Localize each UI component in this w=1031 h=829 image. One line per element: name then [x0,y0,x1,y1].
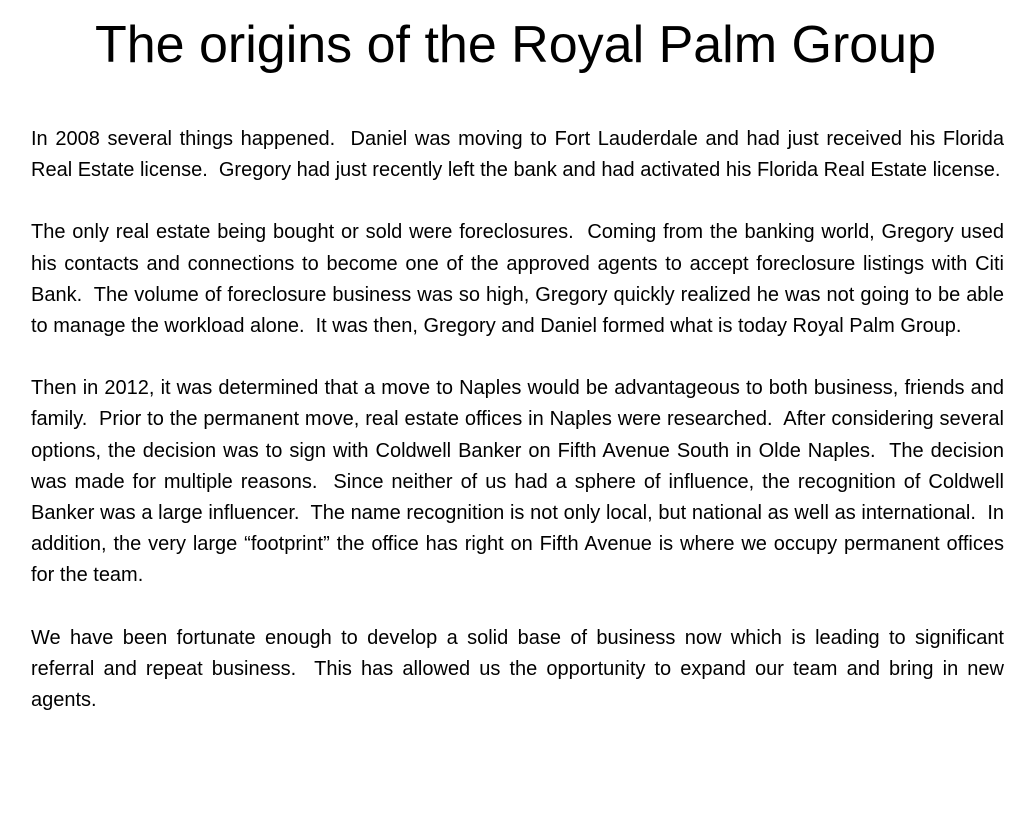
document-body [31,124,1010,716]
paragraph-foreclosures: The only real estate being bought or sold were foreclosures. Coming from the banking world, Gregory used his contacts and connections to become one of the approved agents to accept foreclosure listings with Citi Bank. The volume of foreclosure business was so high, Gregory quickly realized he was not going to be able to manage the workload alone. It was then, Gregory and Daniel formed what is today Royal Palm Group. [31,221,1010,338]
paragraph-2008-origins: In 2008 several things happened. Daniel was moving to Fort Lauderdale and had just received his Florida Real Estate license. Gregory had just recently left the bank and had activated his Florida Real Estate license. [31,128,1010,182]
paragraph-growth: We have been fortunate enough to develop a solid base of business now which is leading to significant referral and repeat business. This has allowed us the opportunity to expand our team and bring in new agents. [31,626,1010,712]
page-title: The origins of the Royal Palm Group [94,16,937,74]
paragraph-naples-move: Then in 2012, it was determined that a move to Naples would be advantageous to both business, friends and family. Prior to the permanent move, real estate offices in Naples were researched. After considering several options, the decision was to sign with Coldwell Banker on Fifth Avenue South in Olde Naples. The decision was made for multiple reasons. Since neither of us had a sphere of influence, the recognition of Coldwell Banker was a large influencer. The name recognition is not only local, but national as well as international. In addition, the very large “footprint” the office has right on Fifth Avenue is where we occupy permanent offices for the team. [31,377,1010,587]
